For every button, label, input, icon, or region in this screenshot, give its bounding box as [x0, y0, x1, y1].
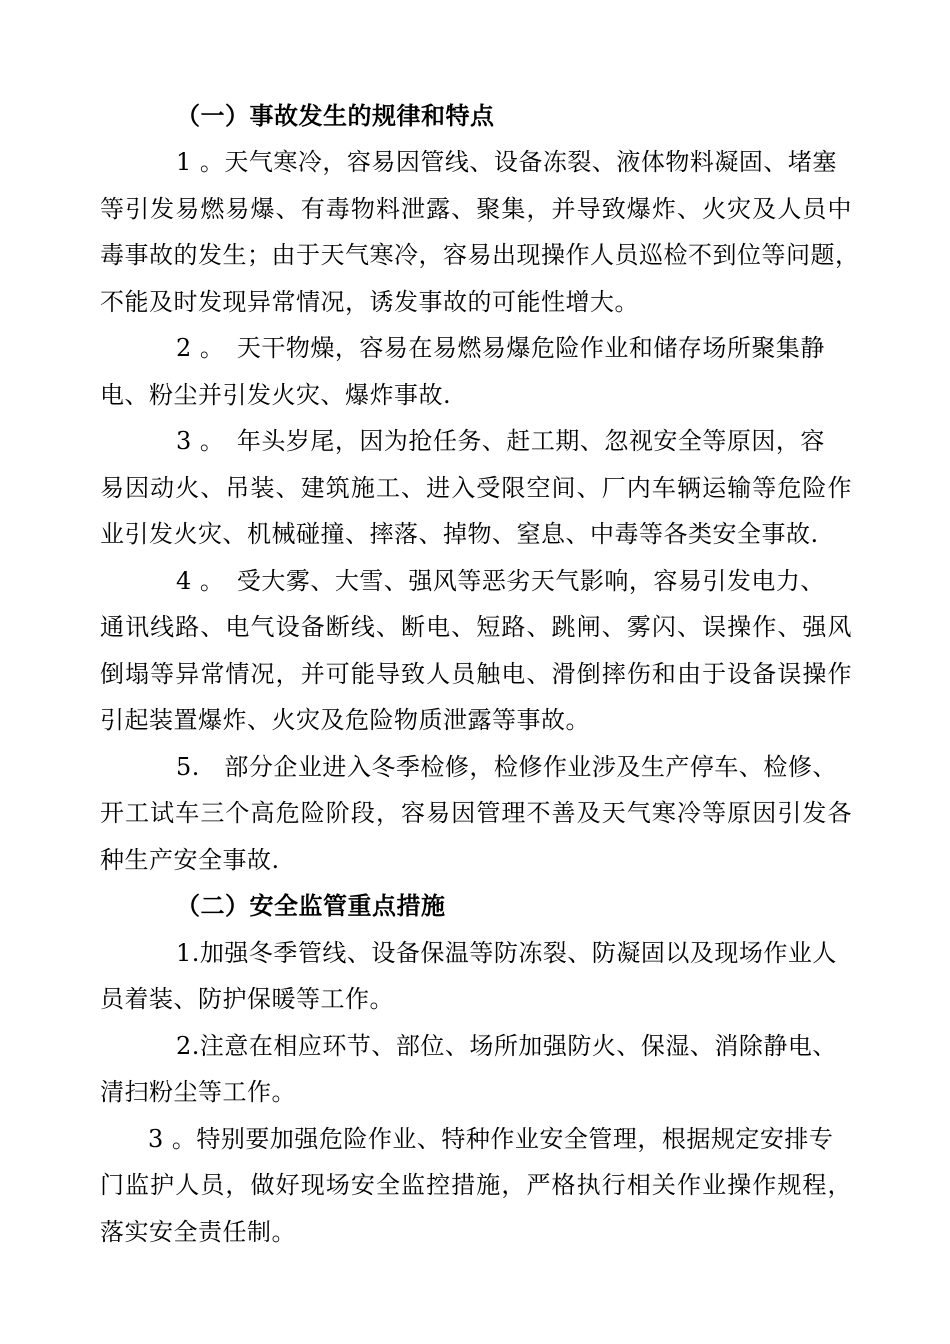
paragraph-line: 倒塌等异常情况，并可能导致人员触电、滑倒摔伤和由于设备误操作 [100, 660, 852, 688]
paragraph-line: 门监护人员，做好现场安全监控措施，严格执行相关作业操作规程， [100, 1171, 852, 1199]
paragraph-line: 员着装、防护保暖等工作。 [100, 985, 394, 1013]
paragraph-line: 等引发易燃易爆、有毒物料泄露、聚集，并导致爆炸、火灾及人员中 [100, 195, 852, 223]
paragraph-line: 种生产安全事故. [100, 846, 280, 874]
paragraph-line: 1 。天气寒冷，容易因管线、设备冻裂、液体物料凝固、堵塞 [176, 148, 837, 176]
paragraph-line: 1.加强冬季管线、设备保温等防冻裂、防凝固以及现场作业人 [176, 939, 837, 967]
paragraph-line: 易因动火、吊装、建筑施工、进入受限空间、厂内车辆运输等危险作 [100, 474, 852, 502]
paragraph-line: 毒事故的发生；由于天气寒冷，容易出现操作人员巡检不到位等问题， [100, 241, 860, 269]
paragraph-line: 2.注意在相应环节、部位、场所加强防火、保湿、消除静电、 [176, 1032, 837, 1060]
section-heading: （一）事故发生的规律和特点 [176, 101, 495, 130]
paragraph-line: 3 。特别要加强危险作业、特种作业安全管理，根据规定安排专 [148, 1125, 834, 1153]
paragraph-line: 5. 部分企业进入冬季检修，检修作业涉及生产停车、检修、 [176, 753, 837, 781]
section-heading: （二）安全监管重点措施 [176, 891, 446, 920]
paragraph-line: 引起装置爆炸、火灾及危险物质泄露等事故。 [100, 706, 590, 734]
paragraph-line: 清扫粉尘等工作。 [100, 1078, 296, 1106]
paragraph-line: 业引发火灾、机械碰撞、摔落、掉物、窒息、中毒等各类安全事故. [100, 520, 819, 548]
paragraph-line: 不能及时发现异常情况，诱发事故的可能性增大。 [100, 288, 639, 316]
paragraph-line: 通讯线路、电气设备断线、断电、短路、跳闸、雾闪、误操作、强风 [100, 613, 852, 641]
paragraph-line: 2 。 天干物燥，容易在易燃易爆危险作业和储存场所聚集静 [176, 334, 825, 362]
paragraph-line: 落实安全责任制。 [100, 1218, 296, 1246]
paragraph-line: 开工试车三个高危险阶段，容易因管理不善及天气寒冷等原因引发各 [100, 799, 852, 827]
paragraph-line: 电、粉尘并引发火灾、爆炸事故. [100, 381, 452, 409]
paragraph-line: 3 。 年头岁尾，因为抢任务、赶工期、忽视安全等原因，容 [176, 427, 825, 455]
paragraph-line: 4 。 受大雾、大雪、强风等恶劣天气影响，容易引发电力、 [176, 567, 825, 595]
